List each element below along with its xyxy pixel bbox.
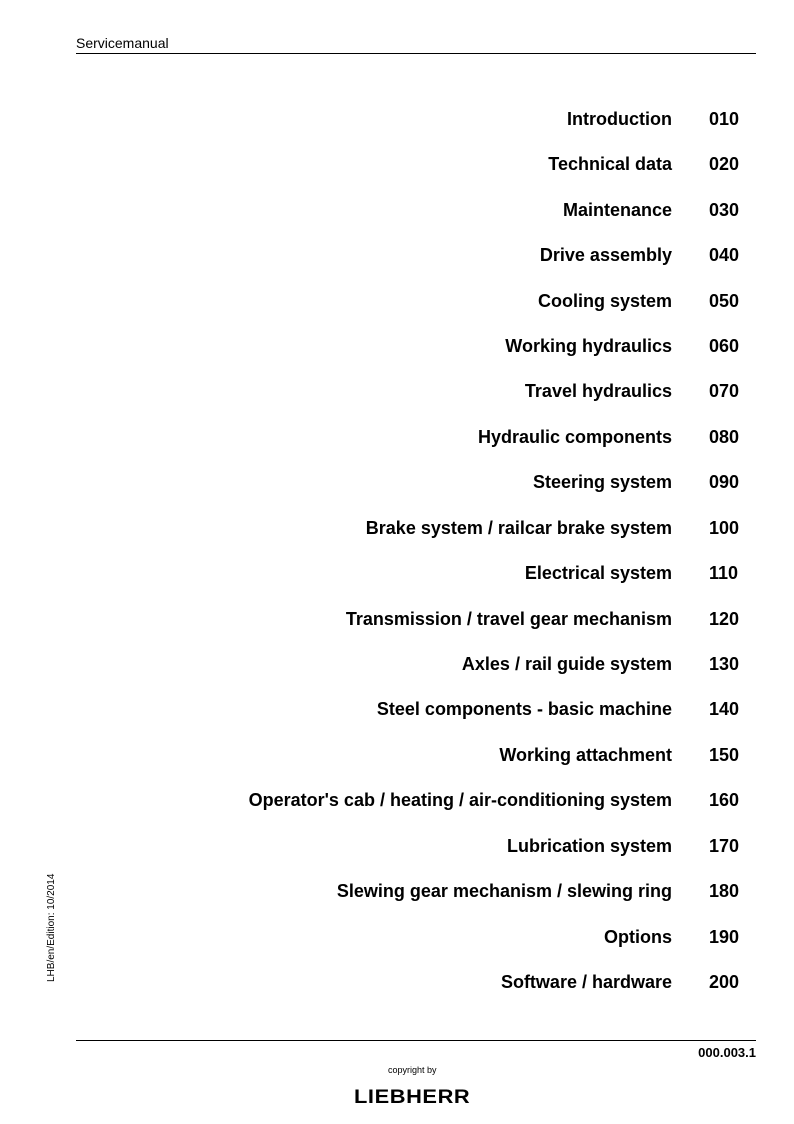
toc-row[interactable] xyxy=(0,470,794,494)
toc-number: 030 xyxy=(709,200,740,220)
toc-number: 150 xyxy=(709,745,740,765)
toc-title: Lubrication system xyxy=(506,836,672,856)
copyright-text: copyright by xyxy=(388,1065,437,1075)
toc-row[interactable] xyxy=(0,561,794,585)
toc-number: 040 xyxy=(709,245,740,265)
toc-row[interactable] xyxy=(0,607,794,631)
footer-divider xyxy=(76,1040,756,1041)
document-number: 000.003.1 xyxy=(698,1045,756,1060)
toc-row[interactable] xyxy=(0,970,794,994)
toc-title: Operator's cab / heating / air-conditioning system xyxy=(248,790,672,810)
toc-title: Introduction xyxy=(567,109,672,129)
toc-number: 170 xyxy=(709,836,740,856)
toc-row[interactable] xyxy=(0,425,794,449)
toc-number: 090 xyxy=(709,472,740,492)
toc-number: 010 xyxy=(709,109,740,129)
liebherr-logo: LIEBHERR xyxy=(354,1087,471,1108)
toc-number: 130 xyxy=(709,654,740,674)
toc-number: 110 xyxy=(709,563,739,583)
toc-title: Slewing gear mechanism / slewing ring xyxy=(336,881,672,901)
toc-row[interactable] xyxy=(0,198,794,222)
toc-number: 160 xyxy=(709,790,740,810)
toc-row[interactable] xyxy=(0,652,794,676)
toc-row[interactable] xyxy=(0,834,794,858)
toc-title: Axles / rail guide system xyxy=(461,654,672,674)
toc-title: Steel components - basic machine xyxy=(376,699,672,719)
toc-title: Steering system xyxy=(532,472,672,492)
toc-row[interactable] xyxy=(0,334,794,358)
toc-title: Technical data xyxy=(548,154,672,174)
toc-number: 180 xyxy=(709,881,740,901)
toc-title: Working hydraulics xyxy=(505,336,672,356)
toc-row[interactable] xyxy=(0,743,794,767)
toc-number: 100 xyxy=(709,518,740,538)
toc-number: 200 xyxy=(709,972,740,992)
toc-row[interactable] xyxy=(0,152,794,176)
page-header-title: Servicemanual xyxy=(76,35,169,51)
toc-title: Maintenance xyxy=(562,200,672,220)
toc-number: 140 xyxy=(709,699,740,719)
toc-row[interactable] xyxy=(0,107,794,131)
toc-title: Travel hydraulics xyxy=(524,381,672,401)
toc-number: 190 xyxy=(709,927,740,947)
toc-row[interactable] xyxy=(0,879,794,903)
toc-number: 050 xyxy=(709,291,740,311)
toc-title: Software / hardware xyxy=(500,972,672,992)
toc-title: Cooling system xyxy=(537,291,672,311)
toc-title: Working attachment xyxy=(499,745,672,765)
toc-title: Options xyxy=(604,927,672,947)
toc-row[interactable] xyxy=(0,289,794,313)
toc-title: Electrical system xyxy=(524,563,672,583)
toc-number: 070 xyxy=(709,381,740,401)
toc-row[interactable] xyxy=(0,379,794,403)
toc-title: Drive assembly xyxy=(539,245,672,265)
toc-row[interactable] xyxy=(0,788,794,812)
toc-number: 080 xyxy=(709,427,740,447)
edition-note: LHB/en/Edition: 10/2014 xyxy=(46,873,57,982)
toc-row[interactable] xyxy=(0,516,794,540)
toc-number: 120 xyxy=(709,609,740,629)
toc-row[interactable] xyxy=(0,925,794,949)
toc-row[interactable] xyxy=(0,243,794,267)
toc-number: 060 xyxy=(709,336,740,356)
toc-row[interactable] xyxy=(0,697,794,721)
toc-title: Transmission / travel gear mechanism xyxy=(345,609,672,629)
toc-number: 020 xyxy=(709,154,740,174)
toc-title: Brake system / railcar brake system xyxy=(365,518,672,538)
toc-title: Hydraulic components xyxy=(477,427,672,447)
